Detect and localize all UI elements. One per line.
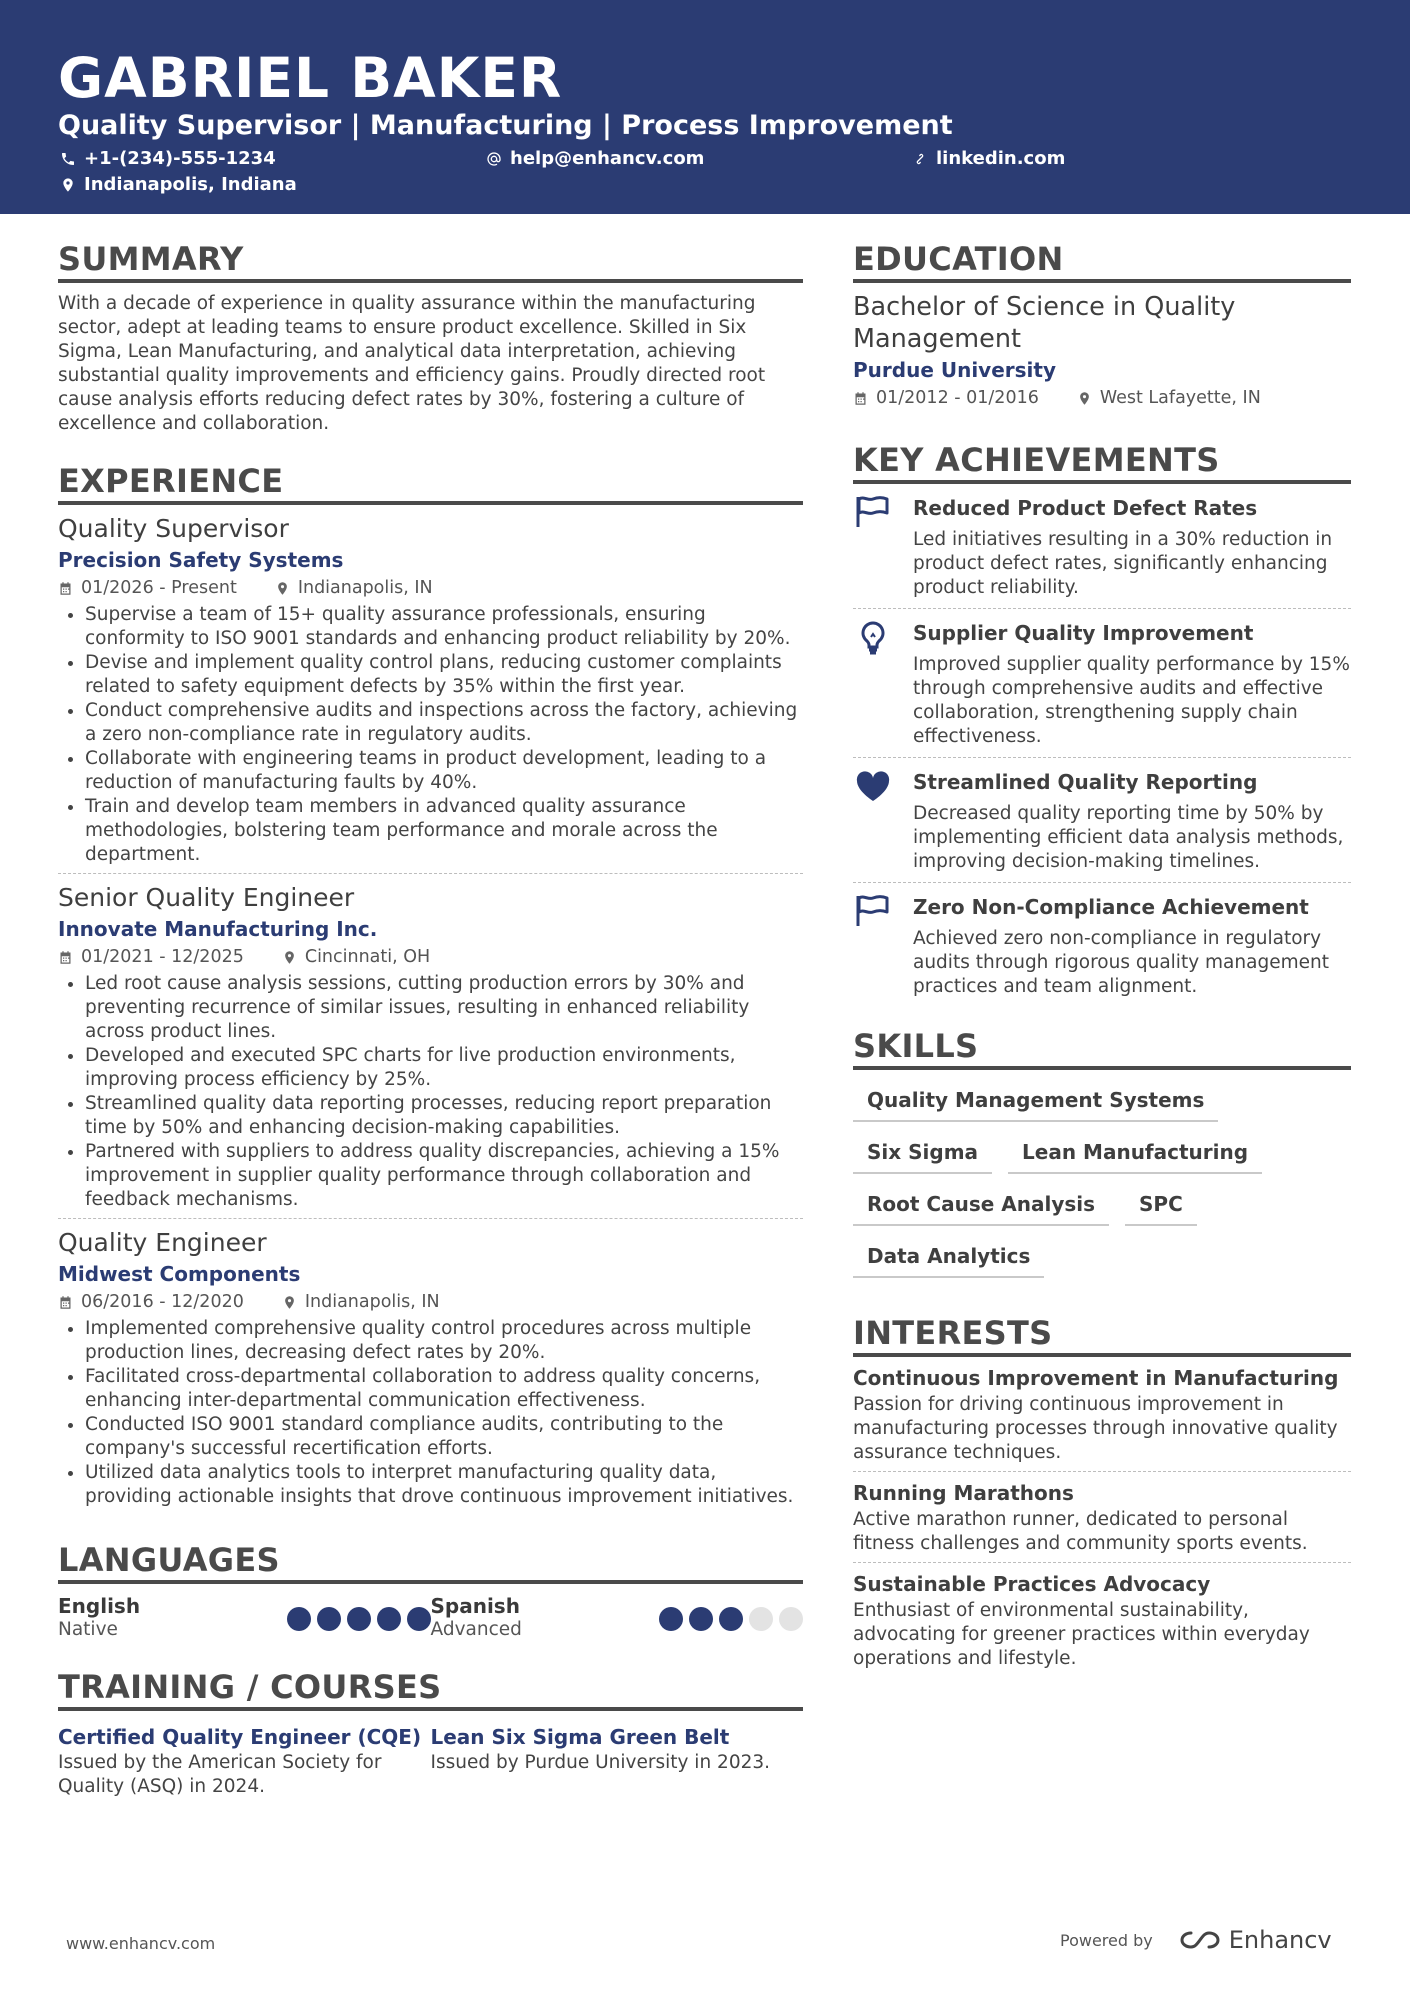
skill-tag: Six Sigma [853,1136,992,1174]
job-bullets [58,972,803,1212]
skill-tag: Data Analytics [853,1240,1044,1278]
achievement-title: Streamlined Quality Reporting [913,770,1258,794]
flag-icon [853,494,893,530]
achievements-section [853,441,1351,1007]
location-pin-icon [60,177,76,193]
contact-phone[interactable] [60,148,276,169]
education-section [853,240,1351,411]
job-entry [58,1219,803,1515]
email-text: help@enhancv.com [510,148,705,169]
achievement-item [853,758,1351,883]
language-list [58,1594,803,1642]
job-location: Indianapolis, IN [304,1292,440,1312]
achievement-title: Reduced Product Defect Rates [913,496,1258,520]
interest-title: Running Marathons [853,1481,1074,1505]
rating-dot [407,1607,431,1631]
job-bullet: • Implemented comprehensive quality control procedures across multiple production lines, decreasing defect rates by 20%. [85,1317,803,1365]
phone-text: +1-(234)-555-1234 [84,148,276,169]
achievement-icon-wrap [853,619,913,749]
calendar-icon [58,1295,73,1310]
contact-location [60,174,297,195]
interest-item [853,1472,1351,1563]
flag-icon [853,893,893,929]
experience-section [58,462,803,1515]
achievement-body [913,494,1351,600]
achievement-description: Led initiatives resulting in a 30% reduction in product defect rates, significantly enhancing product reliability. [913,529,1333,598]
footer-website[interactable]: www.enhancv.com [66,1934,216,1953]
achievement-title: Supplier Quality Improvement [913,621,1254,645]
course-item [58,1723,431,1799]
interest-item [853,1357,1351,1472]
education-meta [853,385,1351,411]
skill-tag: Quality Management Systems [853,1084,1218,1122]
job-list [58,505,803,1515]
course-item [431,1723,804,1799]
link-icon [912,151,928,167]
interests-section [853,1314,1351,1677]
rating-dot [719,1607,743,1631]
achievement-item [853,883,1351,1007]
job-bullet: • Led root cause analysis sessions, cutting production errors by 30% and preventing recurrence of similar issues, resulting in enhanced reliability across product lines. [85,972,803,1044]
location-text: Indianapolis, Indiana [84,174,297,195]
rating-dot [659,1607,683,1631]
job-bullet: • Streamlined quality data reporting processes, reducing report preparation time by 50% and enhancing decision-making capabilities. [85,1092,803,1140]
heart-icon [853,768,893,804]
language-rating [659,1607,803,1631]
company-name: Precision Safety Systems [58,548,344,572]
interest-item [853,1563,1351,1677]
company-name: Midwest Components [58,1262,301,1286]
job-bullet: • Supervise a team of 15+ quality assurance professionals, ensuring conformity to ISO 9001 standards and enhancing product reliability by 20%. [85,603,803,651]
education-school: Purdue University [853,358,1056,382]
job-dates: 01/2021 - 12/2025 [81,947,244,967]
interest-title: Sustainable Practices Advocacy [853,1572,1211,1596]
summary-text: With a decade of experience in quality assurance within the manufacturing sector, adept at leading teams to ensure product excellence. Skilled in Six Sigma, Lean Manufacturing, and analytical data interpretation, achieving substantial quality improvements and efficiency gains. Proudly directed root cause analysis efforts reducing defect rates by 30%, fostering a culture of excellence and collaboration. [58,293,766,434]
section-title-skills: SKILLS [853,1027,1351,1070]
rating-dot [287,1607,311,1631]
job-bullet: • Partnered with suppliers to address quality discrepancies, achieving a 15% improvement in supplier quality performance through collaboration and feedback mechanisms. [85,1140,803,1212]
rating-dot [689,1607,713,1631]
brand-name: Enhancv [1228,1926,1332,1954]
achievement-description: Achieved zero non-compliance in regulatory audits through rigorous quality management practices and team alignment. [913,928,1329,997]
at-icon [486,151,502,167]
job-bullet: • Conducted ISO 9001 standard compliance audits, contributing to the company's successful recertification efforts. [85,1413,803,1461]
job-entry [58,874,803,1219]
education-degree: Bachelor of Science in Quality Management [853,292,1236,354]
job-title: Quality Supervisor [58,514,289,543]
language-rating [287,1607,431,1631]
language-name: English [58,1594,141,1618]
achievement-description: Decreased quality reporting time by 50% by implementing efficient data analysis methods, improving decision-making timelines. [913,803,1344,872]
language-level: Advanced [430,1619,522,1640]
achievement-item [853,609,1351,758]
job-bullet: • Collaborate with engineering teams in product development, leading to a reduction of manufacturing faults by 40%. [85,747,803,795]
skill-tag: Lean Manufacturing [1008,1136,1262,1174]
lightbulb-icon [853,619,893,655]
calendar-icon [58,950,73,965]
language-name: Spanish [430,1594,520,1618]
language-level: Native [58,1619,118,1640]
section-title-achievements: KEY ACHIEVEMENTS [853,441,1351,484]
section-title-experience: EXPERIENCE [58,462,803,505]
contact-email[interactable] [486,148,704,169]
job-bullets [58,603,803,867]
rating-dot [347,1607,371,1631]
section-title-languages: LANGUAGES [58,1541,803,1584]
rating-dot [779,1607,803,1631]
achievement-description: Improved supplier quality performance by 15% through comprehensive audits and effective collaboration, strengthening supply chain effectiveness. [913,654,1350,747]
job-title: Quality Engineer [58,1228,267,1257]
language-info [58,1594,140,1642]
job-bullet: • Devise and implement quality control plans, reducing customer complaints related to safety equipment defects by 35% within the first year. [85,651,803,699]
interest-description: Passion for driving continuous improvement in manufacturing processes through innovative quality assurance techniques. [853,1394,1338,1463]
calendar-icon [58,581,73,596]
language-item [58,1594,431,1642]
company-name: Innovate Manufacturing Inc. [58,917,378,941]
language-info [431,1594,522,1642]
job-meta [58,575,803,601]
location-pin-icon [1077,391,1092,406]
location-pin-icon [282,950,297,965]
phone-icon [60,151,76,167]
achievement-icon-wrap [853,768,913,874]
course-description: Issued by the American Society for Quality (ASQ) in 2024. [58,1752,382,1797]
skill-tag: Root Cause Analysis [853,1188,1109,1226]
achievement-list [853,484,1351,1007]
job-title: Senior Quality Engineer [58,883,355,912]
interest-description: Active marathon runner, dedicated to personal fitness challenges and community sports events. [853,1509,1308,1554]
course-description: Issued by Purdue University in 2023. [430,1752,771,1773]
section-title-interests: INTERESTS [853,1314,1351,1357]
job-bullet: • Conduct comprehensive audits and inspections across the factory, achieving a zero non-compliance rate in regulatory audits. [85,699,803,747]
candidate-subtitle: Quality Supervisor | Manufacturing | Process Improvement [58,110,953,141]
location-pin-icon [282,1295,297,1310]
interest-list [853,1357,1351,1677]
interest-description: Enthusiast of environmental sustainability, advocating for greener practices within everyday operations and lifestyle. [853,1600,1310,1669]
right-column [853,240,1351,1677]
job-bullets [58,1317,803,1509]
powered-by-label: Powered by [1060,1930,1153,1950]
section-title-summary: SUMMARY [58,240,803,283]
achievement-title: Zero Non-Compliance Achievement [913,895,1309,919]
resume-header [0,0,1410,214]
training-section [58,1668,803,1799]
enhancv-logo-icon [1177,1929,1223,1951]
education-dates: 01/2012 - 01/2016 [876,388,1039,408]
job-entry [58,505,803,874]
languages-section [58,1541,803,1642]
job-dates: 01/2026 - Present [81,578,237,598]
interest-title: Continuous Improvement in Manufacturing [853,1366,1339,1390]
left-column [58,240,803,1799]
job-meta [58,944,803,970]
rating-dot [317,1607,341,1631]
course-list [58,1723,803,1799]
section-title-education: EDUCATION [853,240,1351,283]
job-bullet: • Developed and executed SPC charts for live production environments, improving process efficiency by 25%. [85,1044,803,1092]
achievement-body [913,893,1351,999]
job-location: Indianapolis, IN [297,578,433,598]
job-dates: 06/2016 - 12/2020 [81,1292,244,1312]
skill-tag: SPC [1125,1188,1197,1226]
achievement-item [853,484,1351,609]
achievement-icon-wrap [853,494,913,600]
job-bullet: • Train and develop team members in advanced quality assurance methodologies, bolstering team performance and morale across the department. [85,795,803,867]
course-name: Certified Quality Engineer (CQE) [58,1725,422,1749]
achievement-body [913,619,1351,749]
job-meta [58,1289,803,1315]
contact-linkedin[interactable] [912,148,1065,169]
rating-dot [749,1607,773,1631]
course-name: Lean Six Sigma Green Belt [430,1725,730,1749]
location-pin-icon [275,581,290,596]
footer-branding [1060,1926,1332,1954]
job-location: Cincinnati, OH [304,947,431,967]
brand-logo[interactable] [1177,1926,1332,1954]
calendar-icon [853,391,868,406]
education-location: West Lafayette, IN [1099,388,1261,408]
candidate-name: GABRIEL BAKER [58,46,563,110]
summary-section [58,240,803,436]
language-item [431,1594,804,1642]
achievement-body [913,768,1351,874]
linkedin-text: linkedin.com [936,148,1066,169]
job-bullet: • Facilitated cross-departmental collaboration to address quality concerns, enhancing inter-departmental communication effectiveness. [85,1365,803,1413]
achievement-icon-wrap [853,893,913,999]
job-bullet: • Utilized data analytics tools to interpret manufacturing quality data, providing actionable insights that drove continuous improvement initiatives. [85,1461,803,1509]
skill-list [853,1084,1351,1278]
rating-dot [377,1607,401,1631]
skills-section [853,1027,1351,1278]
section-title-training: TRAINING / COURSES [58,1668,803,1711]
